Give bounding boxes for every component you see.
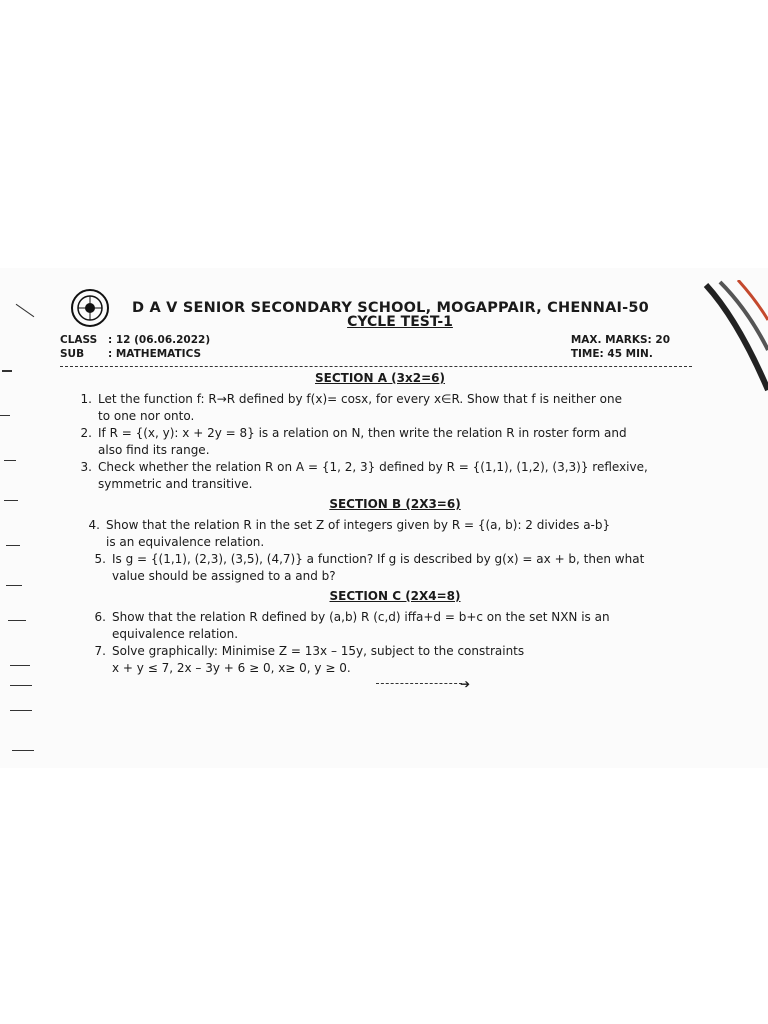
exam-meta [60,333,700,361]
question-2: 2. If R = {(x, y): x + 2y = 8} is a relation on N, then write the relation R in roster form and also find its range. [80,426,627,457]
class-label: CLASS [60,334,98,346]
school-name: D A V SENIOR SECONDARY SCHOOL, MOGAPPAIR, CHENNAI-50 [132,299,649,316]
question-5: 5. Is g = {(1,1), (2,3), (3,5), (4,7)} a function? If g is described by g(x) = ax + b, then what value should be assigned to a and b? [94,552,645,583]
question-3: 3. Check whether the relation R on A = {1, 2, 3} defined by R = {(1,1), (1,2), (3,3)} reflexive, symmetric and transitive. [80,460,648,491]
subject-label: SUB [60,348,85,360]
header-divider [60,366,692,367]
question-1: 1. Let the function f: R→R defined by f(x)= cosx, for every x∈R. Show that f is neither one to one nor onto. [80,392,622,423]
section-a-heading: SECTION A (3x2=6) [315,371,445,385]
max-marks: MAX. MARKS: 20 [570,334,670,346]
arrow-right-icon: ➔ [459,677,470,691]
question-6: 6. Show that the relation R defined by (a,b) R (c,d) iffa+d = b+c on the set NXN is an equivalence relation. [94,610,610,641]
question-4: 4. Show that the relation R in the set Z of integers given by R = {(a, b): 2 divides a-b} is an equivalence relation. [88,518,611,549]
page-fold-shadow [698,280,768,440]
test-paper [60,288,700,691]
section-b-heading: SECTION B (2X3=6) [329,497,461,511]
test-title: CYCLE TEST-1 [347,314,453,330]
time-limit: TIME: 45 MIN. [570,348,653,360]
scan-margin-marks [0,300,40,760]
section-c-heading: SECTION C (2X4=8) [329,589,461,603]
school-emblem-icon [70,288,110,328]
question-7: 7. Solve graphically: Minimise Z = 13x – 15y, subject to the constraints x + y ≤ 7, 2x – 3y + 6 ≥ 0, x≥ 0, y ≥ 0. [94,644,525,675]
class-value: : 12 (06.06.2022) [108,334,211,346]
subject-value: : MATHEMATICS [108,348,202,360]
end-of-paper-marker [376,677,470,691]
